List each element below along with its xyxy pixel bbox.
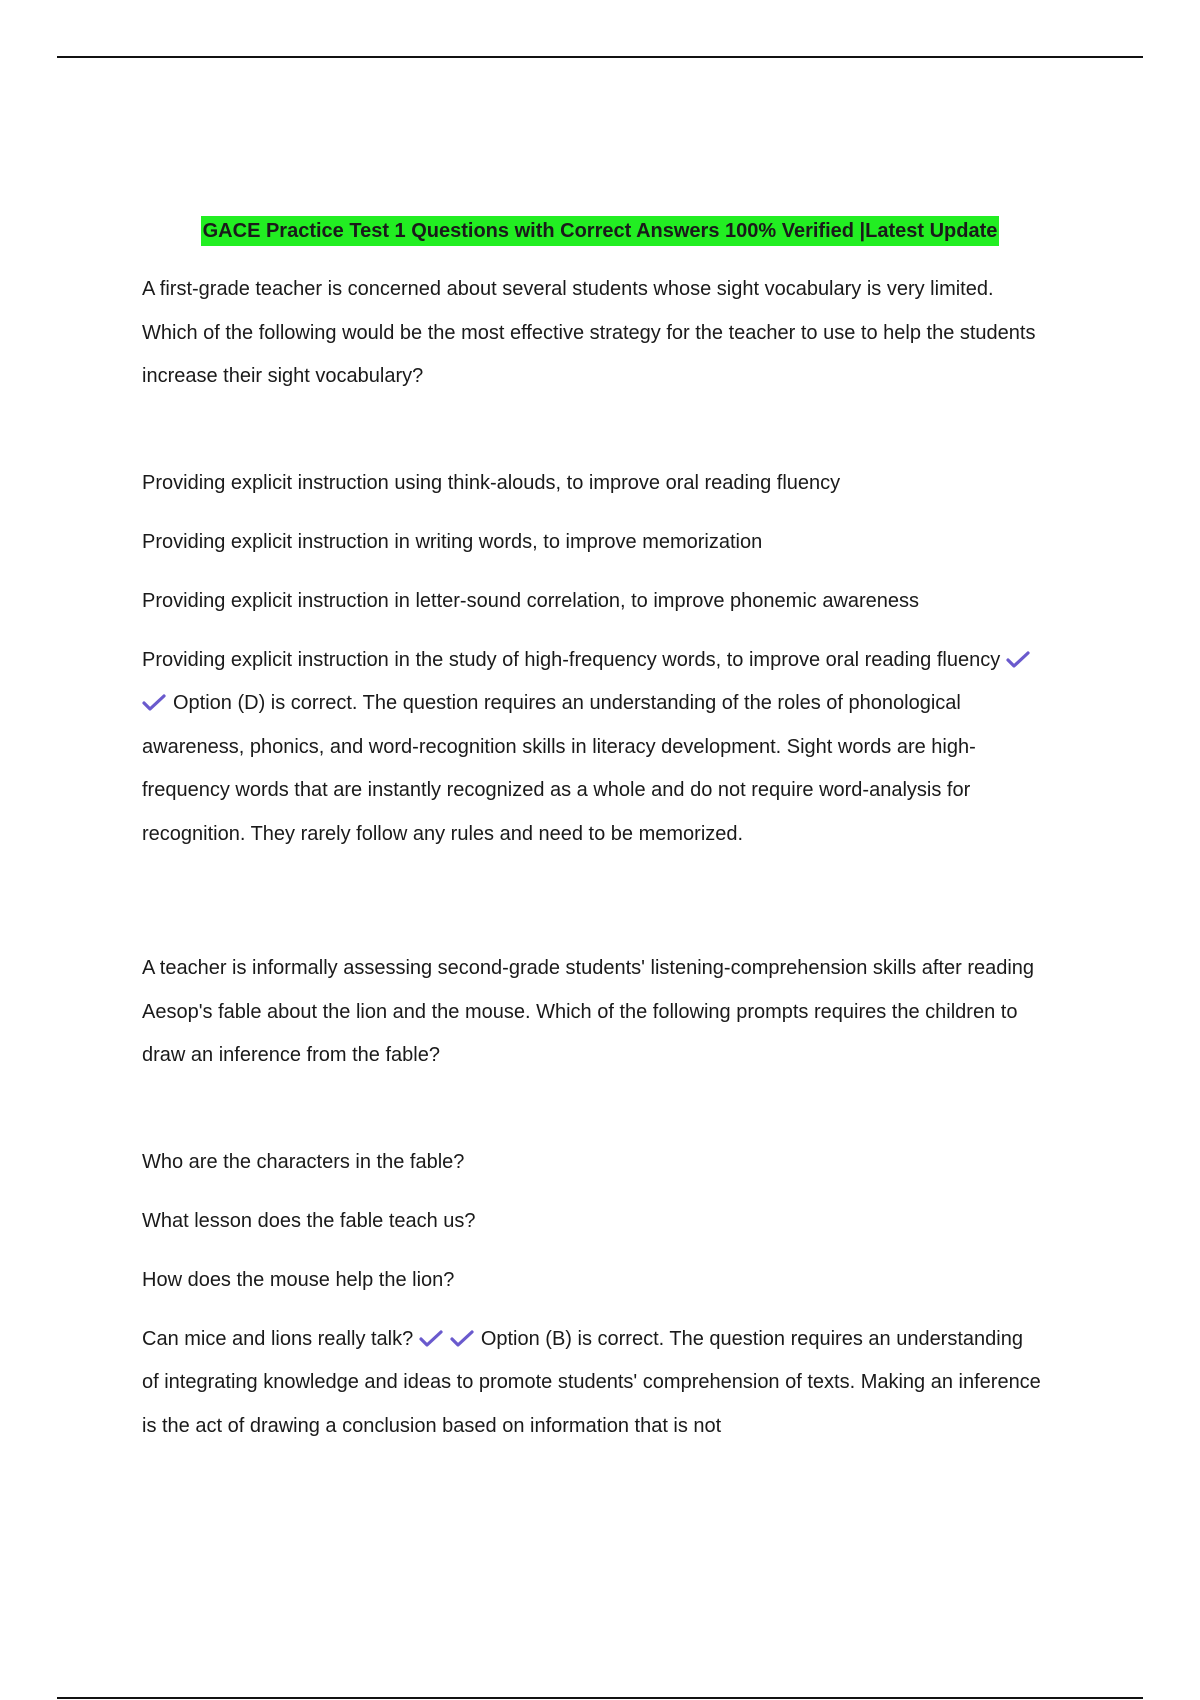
checkmark-icon [419,1330,444,1348]
checkmark-icon [450,1330,475,1348]
bottom-rule [57,1697,1143,1699]
correct-answer-paragraph [142,639,1042,857]
answer-option-last: Providing explicit instruction in the study of high-frequency words, to improve oral reading fluency [142,648,1001,671]
question-prompt: A teacher is informally assessing second-grade students' listening-comprehension skills after reading Aesop's fable about the lion and the mouse. Which of the following prompts requires the children to draw an inference from the fable? [142,957,1035,1066]
answer-option: What lesson does the fable teach us? [142,1209,476,1232]
answer-option: Providing explicit instruction in writing words, to improve memorization [142,530,763,553]
answer-option: How does the mouse help the lion? [142,1268,455,1291]
checkmark-icon [1006,651,1031,669]
question-prompt: A first-grade teacher is concerned about several students whose sight vocabulary is very limited. Which of the following would be the most effective strategy for the teacher to use to help the students increase their sight vocabulary? [142,278,1036,387]
top-rule [57,56,1143,58]
title-container [0,216,1200,246]
question-block-1 [142,268,1042,856]
document-title: GACE Practice Test 1 Questions with Correct Answers 100% Verified |Latest Update [201,216,1000,246]
answer-explanation: Option (B) is correct. The question requires an understanding of integrating knowledge and ideas to promote students' comprehension of texts. Making an inference is the act of drawing a conclusion based on information that is not [142,1327,1041,1437]
checkmark-icon [142,694,167,712]
question-block-2 [142,947,1042,1448]
answer-option: Who are the characters in the fable? [142,1150,465,1173]
answer-option: Providing explicit instruction in letter-sound correlation, to improve phonemic awareness [142,589,920,612]
answer-option: Providing explicit instruction using think-alouds, to improve oral reading fluency [142,471,841,494]
correct-answer-paragraph [142,1318,1042,1449]
answer-explanation: Option (D) is correct. The question requires an understanding of the roles of phonological awareness, phonics, and word-recognition skills in literacy development. Sight words are high-frequency words that are instantly recognized as a whole and do not require word-analysis for recognition. They rarely follow any rules and need to be memorized. [142,692,976,845]
answer-option-last: Can mice and lions really talk? [142,1327,414,1350]
